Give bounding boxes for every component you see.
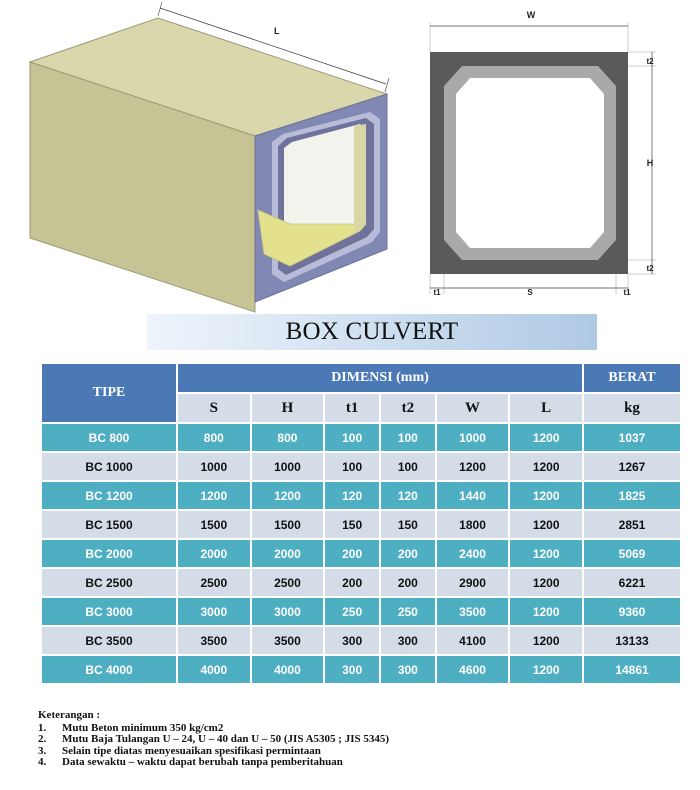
note-text: Selain tipe diatas menyesuaikan spesifikasi permintaan — [62, 744, 321, 757]
specification-table — [40, 362, 682, 685]
dimension-label-t2-bottom: t2 — [646, 264, 654, 273]
cell-l: 1200 — [510, 511, 582, 538]
subheader-w: W — [437, 394, 509, 422]
cell-berat: 1267 — [584, 453, 680, 480]
cell-h: 1000 — [252, 453, 324, 480]
cell-h: 1500 — [252, 511, 324, 538]
dimension-label-h: H — [646, 158, 654, 168]
dimension-label-t2-top: t2 — [646, 57, 654, 66]
note-text: Data sewaktu – waktu dapat berubah tanpa pemberitahuan — [62, 756, 343, 768]
cell-t1: 300 — [325, 627, 379, 654]
cell-l: 1200 — [510, 569, 582, 596]
dimension-tick — [158, 2, 162, 16]
subheader-t1: t1 — [325, 394, 379, 422]
title-banner — [147, 314, 597, 350]
cell-t2: 200 — [381, 540, 435, 567]
cell-w: 4600 — [437, 656, 509, 683]
table-row — [42, 453, 680, 480]
cell-w: 4100 — [437, 627, 509, 654]
dimension-label-t1-right: t1 — [623, 288, 631, 297]
cell-t1: 300 — [325, 656, 379, 683]
note-number: 1. — [38, 721, 47, 734]
cell-l: 1200 — [510, 540, 582, 567]
cell-tipe: BC 2000 — [42, 540, 176, 567]
cell-w: 2400 — [437, 540, 509, 567]
cell-l: 1200 — [510, 482, 582, 509]
cell-berat: 2851 — [584, 511, 680, 538]
cell-w: 1800 — [437, 511, 509, 538]
cell-berat: 14861 — [584, 656, 680, 683]
cell-tipe: BC 3000 — [42, 598, 176, 625]
section-opening — [456, 78, 604, 248]
cell-s: 4000 — [178, 656, 250, 683]
table-row — [42, 482, 680, 509]
cell-tipe: BC 800 — [42, 424, 176, 451]
notes-title: Keterangan : — [38, 709, 101, 721]
cell-w: 2900 — [437, 569, 509, 596]
cell-l: 1200 — [510, 453, 582, 480]
cell-h: 1200 — [252, 482, 324, 509]
cell-berat: 1037 — [584, 424, 680, 451]
dimension-label-s: S — [527, 288, 533, 297]
cell-h: 3500 — [252, 627, 324, 654]
cell-tipe: BC 1200 — [42, 482, 176, 509]
header-dimensi: DIMENSI (mm) — [178, 364, 582, 392]
cell-t2: 100 — [381, 424, 435, 451]
cell-l: 1200 — [510, 598, 582, 625]
page-title: BOX CULVERT — [285, 318, 459, 345]
subheader-l: L — [510, 394, 582, 422]
cell-berat: 9360 — [584, 598, 680, 625]
cell-t1: 100 — [325, 453, 379, 480]
notes-section — [38, 710, 638, 769]
cell-t2: 300 — [381, 627, 435, 654]
cell-h: 2500 — [252, 569, 324, 596]
cell-s: 2000 — [178, 540, 250, 567]
dimension-label-l: L — [274, 26, 280, 36]
cell-t1: 150 — [325, 511, 379, 538]
cell-t1: 200 — [325, 540, 379, 567]
dimension-label-w: W — [526, 10, 536, 20]
cell-tipe: BC 1500 — [42, 511, 176, 538]
dimension-tick — [385, 78, 389, 92]
cell-h: 3000 — [252, 598, 324, 625]
box-culvert-isometric-drawing — [28, 2, 408, 314]
cell-s: 2500 — [178, 569, 250, 596]
box-interior-wall — [354, 124, 366, 234]
cell-tipe: BC 4000 — [42, 656, 176, 683]
cell-t2: 300 — [381, 656, 435, 683]
cell-berat: 13133 — [584, 627, 680, 654]
cell-tipe: BC 1000 — [42, 453, 176, 480]
dimension-label-t1-left: t1 — [433, 288, 441, 297]
cell-berat: 1825 — [584, 482, 680, 509]
subheader-h: H — [252, 394, 324, 422]
note-number: 3. — [38, 744, 47, 757]
cell-l: 1200 — [510, 424, 582, 451]
table-header-row — [42, 364, 680, 392]
cell-w: 1000 — [437, 424, 509, 451]
cell-t2: 100 — [381, 453, 435, 480]
cell-t2: 200 — [381, 569, 435, 596]
table-row — [42, 540, 680, 567]
cell-t2: 120 — [381, 482, 435, 509]
cell-t2: 150 — [381, 511, 435, 538]
table-row — [42, 569, 680, 596]
cell-h: 4000 — [252, 656, 324, 683]
header-berat: BERAT — [584, 364, 680, 392]
cell-t1: 250 — [325, 598, 379, 625]
cell-tipe: BC 3500 — [42, 627, 176, 654]
cell-s: 3000 — [178, 598, 250, 625]
cell-l: 1200 — [510, 627, 582, 654]
table-row — [42, 598, 680, 625]
box-culvert-cross-section — [418, 4, 694, 304]
cell-s: 1200 — [178, 482, 250, 509]
cell-berat: 5069 — [584, 540, 680, 567]
table-row — [42, 424, 680, 451]
cell-h: 2000 — [252, 540, 324, 567]
cell-s: 800 — [178, 424, 250, 451]
cell-s: 3500 — [178, 627, 250, 654]
cell-t1: 200 — [325, 569, 379, 596]
cell-w: 1200 — [437, 453, 509, 480]
note-text: Mutu Beton minimum 350 kg/cm2 — [62, 721, 224, 734]
cell-tipe: BC 2500 — [42, 569, 176, 596]
cell-h: 800 — [252, 424, 324, 451]
note-text: Mutu Baja Tulangan U – 24, U – 40 dan U – 50 (JIS A5305 ; JIS 5345) — [62, 733, 390, 745]
cell-t1: 120 — [325, 482, 379, 509]
note-item — [38, 757, 638, 769]
subheader-kg: kg — [584, 394, 680, 422]
cell-l: 1200 — [510, 656, 582, 683]
table-row — [42, 656, 680, 683]
cell-w: 3500 — [437, 598, 509, 625]
cell-berat: 6221 — [584, 569, 680, 596]
note-item — [38, 734, 638, 746]
note-number: 4. — [38, 756, 47, 768]
cell-w: 1440 — [437, 482, 509, 509]
cell-t1: 100 — [325, 424, 379, 451]
subheader-t2: t2 — [381, 394, 435, 422]
header-tipe: TIPE — [42, 364, 176, 422]
table-row — [42, 511, 680, 538]
table-row — [42, 627, 680, 654]
subheader-s: S — [178, 394, 250, 422]
cell-s: 1000 — [178, 453, 250, 480]
cell-t2: 250 — [381, 598, 435, 625]
cell-s: 1500 — [178, 511, 250, 538]
note-number: 2. — [38, 733, 47, 745]
